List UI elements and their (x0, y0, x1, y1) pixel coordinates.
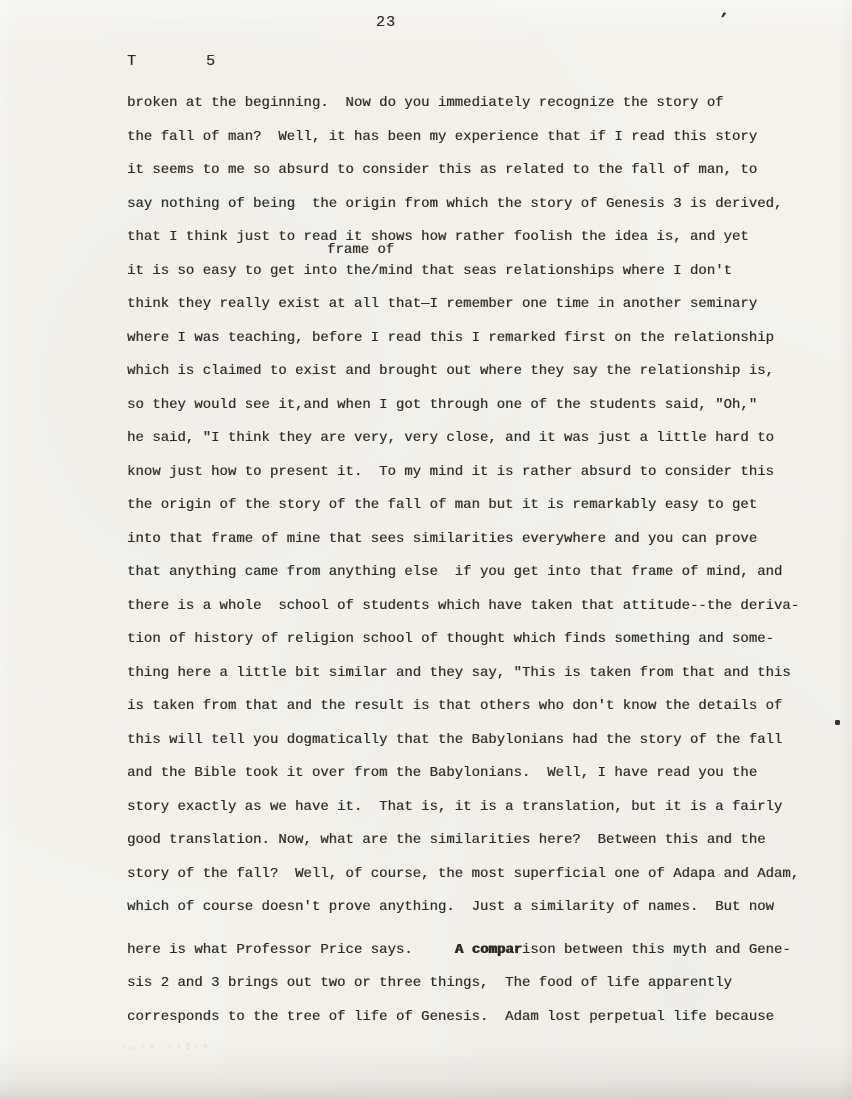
text-line: broken at the beginning. Now do you immediately recognize the story of (127, 95, 724, 111)
text-line (127, 934, 837, 968)
text-line: corresponds to the tree of life of Genesis. Adam lost perpetual life because (127, 1008, 774, 1025)
interlinear-insertion: frame of (327, 241, 395, 258)
text-line: where I was teaching, before I read this I remarked first on the relationship (127, 329, 774, 346)
text-line: that anything came from anything else if you get into that frame of mind, and (127, 564, 783, 580)
header-mark-left: T (127, 53, 137, 70)
stray-apostrophe-mark: ’ (716, 10, 730, 30)
text-line: which of course doesn't prove anything. Just a similarity of names. But now (127, 899, 774, 915)
text-line: frame of it is so easy to get into the/mind that seas relationships where I don't (127, 241, 732, 279)
text-line: he said, "I think they are very, very close, and it was just a little hard to (127, 430, 774, 446)
text-line: good translation. Now, what are the similarities here? Between this and the (127, 832, 766, 848)
text-line: that I think just to read it shows how rather foolish the idea is, and yet (127, 229, 749, 245)
text-line: it seems to me so absurd to consider this as related to the fall of man, to (127, 162, 758, 178)
header-mark-right: 5 (206, 53, 216, 70)
stray-ink-dot (835, 720, 840, 725)
text-segment: ison between this myth and Gene- (521, 941, 791, 958)
text-line: thing here a little bit similar and they say, "This is taken from that and this (127, 664, 791, 681)
text-line: say nothing of being the origin from which the story of Genesis 3 is derived, (127, 195, 783, 212)
text-line: know just how to present it. To my mind it is rather absurd to consider this (127, 463, 774, 480)
text-line: which is claimed to exist and brought out where they say the relationship is, (127, 363, 774, 379)
text-line: story exactly as we have it. That is, it is a translation, but it is a fairly (127, 798, 783, 815)
text-line: the fall of man? Well, it has been my experience that if I read this story (127, 128, 758, 145)
smudge-mark: ·‥·· ··:·- (121, 1042, 212, 1053)
body-text (127, 87, 837, 1034)
overstruck-bold-text: A compar (454, 941, 522, 958)
text-line: this will tell you dogmatically that the Babylonians had the story of the fall (127, 731, 783, 748)
text-line: into that frame of mine that sees similarities everywhere and you can prove (127, 530, 758, 547)
page-number: 23 (376, 14, 397, 31)
text-line: is taken from that and the result is that others who don't know the details of (127, 698, 783, 714)
text-line: tion of history of religion school of thought which finds something and some- (127, 631, 774, 647)
text-line: sis 2 and 3 brings out two or three things, The food of life apparently (127, 975, 732, 991)
text-line: there is a whole school of students which have taken that attitude--the deriva- (127, 597, 800, 614)
text-line: so they would see it,and when I got through one of the students said, "Oh," (127, 396, 758, 413)
text-line: the origin of the story of the fall of man but it is remarkably easy to get (127, 497, 758, 513)
text-line: and the Bible took it over from the Babylonians. Well, I have read you the (127, 765, 758, 781)
text-line: think they really exist at all that—I remember one time in another seminary (127, 296, 758, 312)
text-line: story of the fall? Well, of course, the most superficial one of Adapa and Adam, (127, 865, 800, 882)
scan-shadow-band (0, 1079, 852, 1099)
text-segment: here is what Professor Price says. (127, 941, 455, 958)
